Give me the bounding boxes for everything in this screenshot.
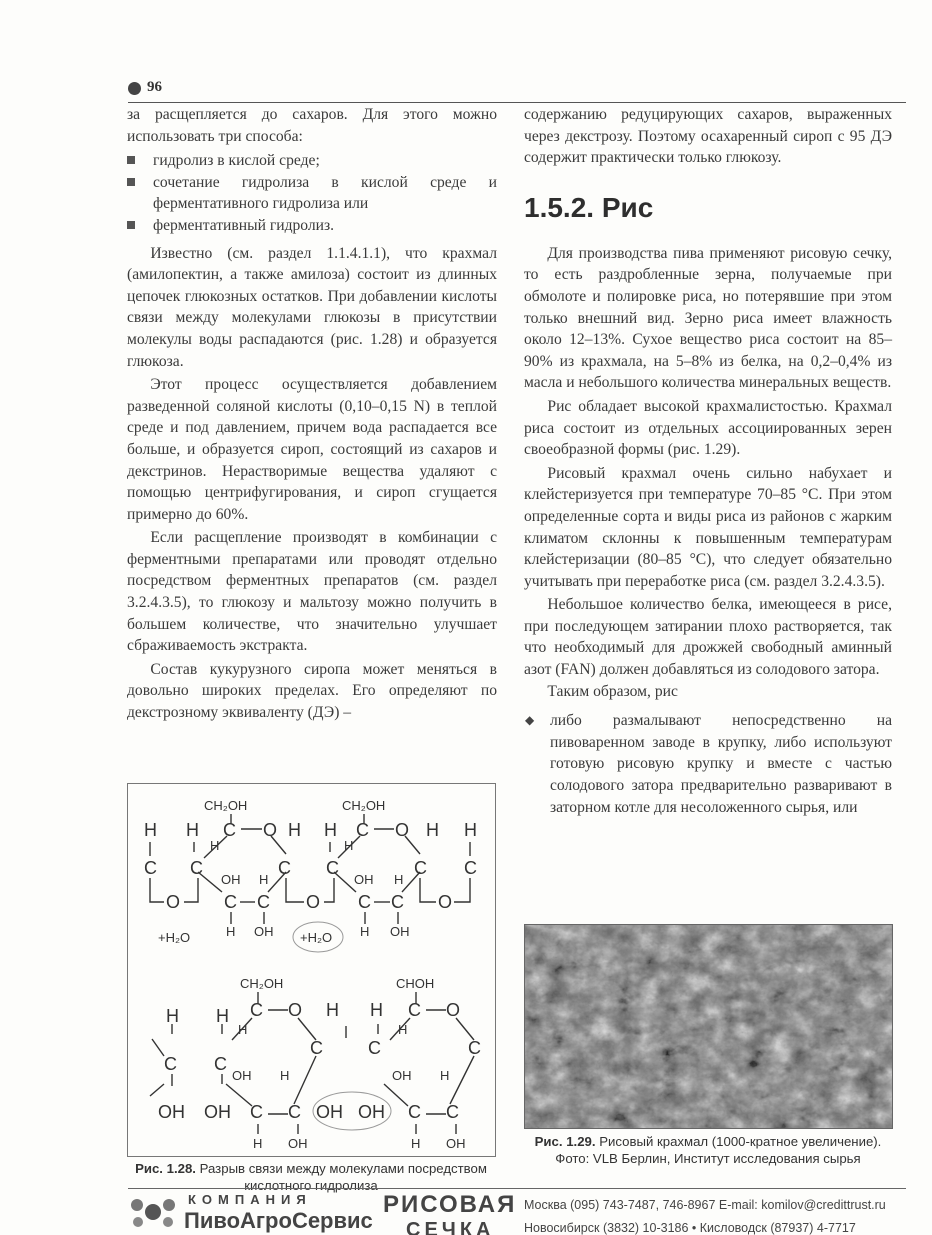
atom-label: H (216, 1006, 229, 1026)
figure-1-29-photo (524, 924, 893, 1129)
atom-label: C (278, 858, 291, 878)
footer-contact-2: Новосибирск (3832) 10-3186 • Кисловодск (87937) 4-7717 (524, 1221, 856, 1235)
method-item: гидролиз в кислой среде; (127, 150, 497, 172)
left-paragraph: Известно (см. раздел 1.1.4.1.1), что крахмал (амилопектин, а также амилоза) состоит из длинных цепочек глюкозных остатков. При добавлении кислоты связи между молекулами глюкозы в присутствии молекулы воды распадаются (рис. 1.28) и образуется глюкоза. (127, 244, 497, 370)
atom-label: C (464, 858, 477, 878)
hydroxyl-label: OH (204, 1102, 231, 1122)
hydroxyl-label: OH (392, 1068, 412, 1083)
atom-label: C (326, 858, 339, 878)
footer-contact: Москва (095) 743-7487, 746-8967 E-mail: komilov@credittrust.ru (524, 1198, 886, 1212)
atom-label: C (414, 858, 427, 878)
hydrolysis-diagram (128, 784, 495, 1156)
atom-label: C (408, 1102, 421, 1122)
atom-label: C (468, 1038, 481, 1058)
right-paragraph: Рис обладает высокой крахмалистостью. Крахмал риса состоит из отдельных ассоциированных зерен своеобразной формы (рис. 1.29). (524, 397, 892, 459)
atom-label: O (166, 892, 181, 912)
hydroxyl-label: OH (221, 872, 241, 887)
atom-label: O (395, 820, 410, 840)
hydroxyl-label: OH (316, 1102, 343, 1122)
right-paragraph: Рисовый крахмал очень сильно набухает и клейстеризуется при температуре 70–85 °С. При этом определенные сорта и виды риса из районов с жарким климатом склонны к повышенным температурам клейстеризации (80–85 °С), что следует обязательно учитывать при переработке риса (см. раздел 3.2.4.3.5). (524, 464, 892, 590)
atom-label: H (226, 924, 236, 939)
atom-label: C (190, 858, 203, 878)
atom-label: C (368, 1038, 381, 1058)
atom-label: C (214, 1054, 227, 1074)
atom-label: H (186, 820, 199, 840)
atom-label: H (166, 1006, 179, 1026)
right-column (524, 104, 892, 822)
ch2oh-label: CH₂OH (342, 798, 386, 813)
atom-label: C (310, 1038, 323, 1058)
hydroxyl-label: OH (354, 872, 374, 887)
atom-label: O (446, 1000, 461, 1020)
atom-label: H (288, 820, 301, 840)
atom-label: O (438, 892, 453, 912)
atom-label: C (250, 1000, 263, 1020)
left-paragraph: Этот процесс осуществляется добавлением разведенной соляной кислоты (0,10–0,15 N) в теплой среде и под давлением, причем вода распадается все больше, и образуется сироп, состоящий из сахаров и декстринов. Нерастворимые вещества удаляют с помощью центрифугирования, и сироп сгущается примерно до 60%. (127, 376, 497, 523)
square-bullet-icon (127, 221, 135, 229)
water-label: +H₂O (300, 930, 333, 945)
left-paragraph: Если расщепление производят в комбинации с ферментными препаратами или проводят отдельно посредством ферментных препаратов (см. раздел 3.2.4.3.5), то глюкозу и мальтозу можно получить в большем количестве, что значительно улучшает сбраживаемость экстракта. (127, 529, 497, 655)
right-continuation: содержанию редуцирующих сахаров, выраженных через декстрозу. Поэтому осахаренный сироп с 95 ДЭ содержит практически только глюкозу. (524, 106, 892, 167)
page-header (128, 80, 906, 103)
atom-label: C (224, 892, 237, 912)
atom-label: H (326, 1000, 339, 1020)
left-paragraph: Состав кукурузного сиропа может меняться в довольно широких пределах. Его определяют по декстрозному эквиваленту (ДЭ) – (127, 660, 497, 722)
atom-label: C (288, 1102, 301, 1122)
figure-1-29-caption (524, 1133, 892, 1167)
ch2oh-label: CH₂OH (204, 798, 248, 813)
choh-label: CHOH (396, 976, 435, 991)
atom-label: H (398, 1022, 408, 1037)
atom-label: H (324, 820, 337, 840)
ch2oh-label: CH₂OH (240, 976, 284, 991)
hydroxyl-label: OH (358, 1102, 385, 1122)
rice-list-item: ◆ либо размалывают непосредственно на пивоваренном заводе в крупку, либо используют готовую рисовую крупку и вместе с частью солодового затора предварительно разваривают в заторном котле для несоложенного сырья, или (525, 712, 892, 816)
footer-company: КОМПАНИЯ (188, 1192, 312, 1207)
atom-label: C (257, 892, 270, 912)
method-item: ферментативный гидролиз. (127, 215, 497, 237)
right-paragraph: Для производства пива применяют рисовую сечку, то есть раздробленные зерна, получаемые при обмолоте и полировке риса, но потерявшие при этом только внешний вид. Зерно риса имеет влажность около 12–13%. Сухое вещество риса состоит на 85–90% из крахмала, на 5–8% из белка, на 0,2–0,4% из масла и небольшого количества минеральных веществ. (524, 244, 892, 392)
atom-label: H (360, 924, 370, 939)
hydroxyl-label: OH (288, 1136, 308, 1151)
square-bullet-icon (127, 178, 135, 186)
square-bullet-icon (127, 156, 135, 164)
atom-label: C (356, 820, 369, 840)
atom-label: H (411, 1136, 421, 1151)
page-number: 96 (147, 79, 162, 95)
hydroxyl-label: OH (390, 924, 410, 939)
atom-label: H (344, 838, 354, 853)
footer-product: РИСОВАЯ (383, 1191, 517, 1218)
atom-label: C (250, 1102, 263, 1122)
atom-label: C (164, 1054, 177, 1074)
rice-starch-micrograph (525, 925, 892, 1128)
hydroxyl-label: OH (446, 1136, 466, 1151)
left-column (127, 104, 497, 724)
atom-label: C (446, 1102, 459, 1122)
method-item: сочетание гидролиза в кислой среде и ферментативного гидролиза или (127, 172, 497, 215)
hydroxyl-label: OH (254, 924, 274, 939)
atom-label: H (238, 1022, 248, 1037)
diamond-bullet-icon: ◆ (525, 713, 535, 728)
atom-label: H (253, 1136, 263, 1151)
left-lead: за расщепляется до сахаров. Для этого можно использовать три способа: (127, 106, 497, 145)
atom-label: O (263, 820, 278, 840)
hydroxyl-label: OH (158, 1102, 185, 1122)
atom-label: H (280, 1068, 290, 1083)
atom-label: C (391, 892, 404, 912)
figure-caption-text: Рисовый крахмал (1000-кратное увеличение). Фото: VLB Берлин, Институт исследования сырья (555, 1134, 882, 1166)
atom-label: O (288, 1000, 303, 1020)
atom-label: C (144, 858, 157, 878)
right-paragraph: Небольшое количество белка, имеющееся в рисе, при последующем затирании плохо растворяется, так что необходимый для дрожжей свободный аминный азот (FAN) должен добавляться из солодового затора. (524, 596, 892, 679)
method-list (127, 150, 497, 236)
atom-label: H (464, 820, 477, 840)
atom-label: C (408, 1000, 421, 1020)
page-number-marker (128, 82, 141, 95)
atom-label: H (259, 872, 269, 887)
footer-product-2: СЕЧКА (406, 1219, 495, 1235)
atom-label: H (370, 1000, 383, 1020)
footer-brand: ПивоАгроСервис (184, 1208, 373, 1233)
right-paragraph: Таким образом, рис (547, 682, 678, 700)
rice-list (524, 710, 892, 818)
atom-label: C (358, 892, 371, 912)
figure-caption-text: Разрыв связи между молекулами посредством кислотного гидролиза (199, 1161, 487, 1193)
atom-label: H (144, 820, 157, 840)
atom-label: H (426, 820, 439, 840)
section-heading: 1.5.2. Рис (524, 191, 654, 223)
atom-label: H (394, 872, 404, 887)
hydroxyl-label: OH (232, 1068, 252, 1083)
atom-label: O (306, 892, 321, 912)
figure-1-28-diagram (127, 783, 496, 1157)
footer-advert (128, 1188, 906, 1235)
figure-label: Рис. 1.29. (534, 1134, 596, 1149)
atom-label: H (440, 1068, 450, 1083)
company-logo-icon (128, 1195, 178, 1229)
atom-label: C (223, 820, 236, 840)
water-label: +H₂O (158, 930, 191, 945)
figure-label: Рис. 1.28. (135, 1161, 196, 1176)
atom-label: H (210, 838, 220, 853)
